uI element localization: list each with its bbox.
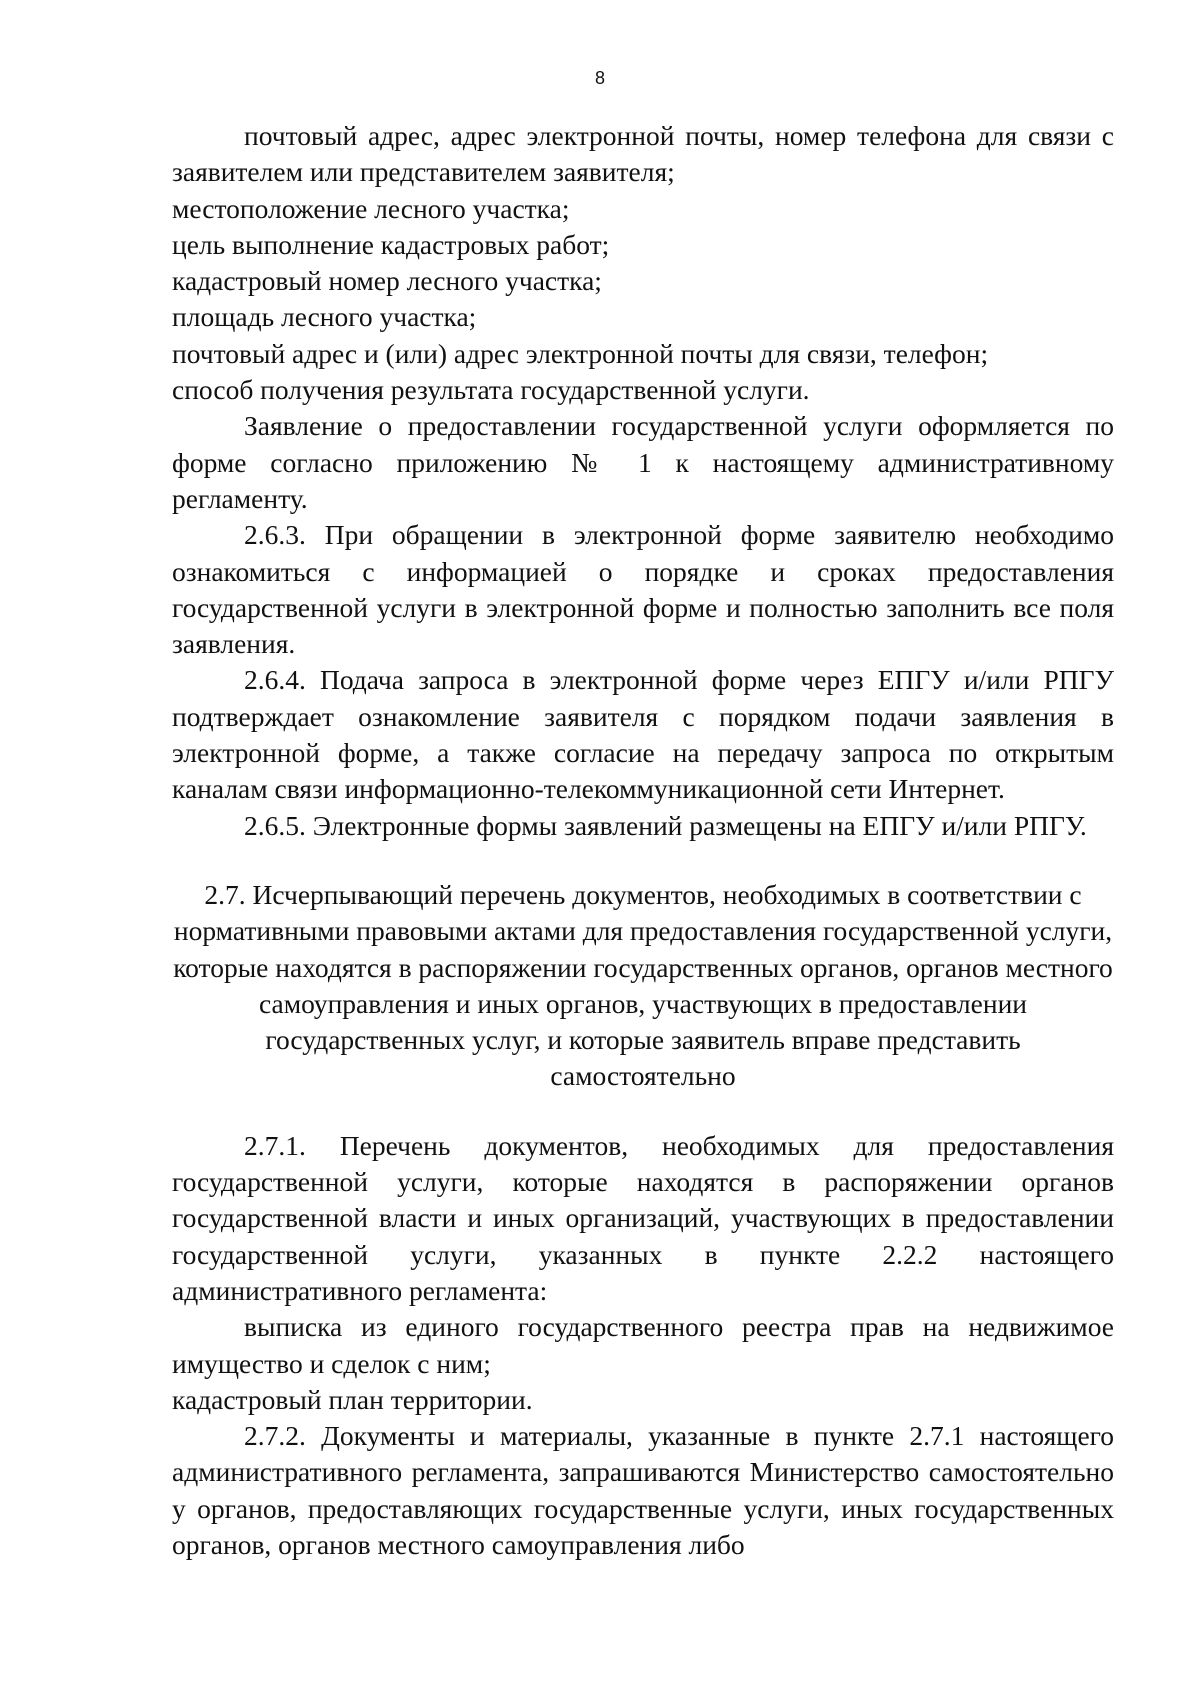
- paragraph-cadastral-purpose: цель выполнение кадастровых работ;: [172, 228, 610, 260]
- paragraph-contact-address: почтовый адрес, адрес электронной почты, номер телефона для связи с заявителем или представителем заявителя;: [172, 120, 1114, 188]
- section-heading-2-7: 2.7. Исчерпывающий перечень документов, необходимых в соответствии с нормативными правовыми актами для предоставления государственной услуги, которые находятся в распоряжении государственных органов, органов местного самоуправления и иных органов, участвующих в предоставлении государственных услуг, и которые заявитель вправе представить самостоятельно: [173, 878, 1113, 1092]
- paragraph-registry-extract: выписка из единого государственного реестра прав на недвижимое имущество и сделок с ним;: [172, 1311, 1114, 1379]
- paragraph-cadastral-plan: кадастровый план территории.: [172, 1383, 533, 1415]
- paragraph-plot-location: местоположение лесного участка;: [172, 192, 570, 224]
- paragraph-result-method: способ получения результата государственной услуги.: [172, 374, 810, 406]
- paragraph-2-7-2: 2.7.2. Документы и материалы, указанные в пункте 2.7.1 настоящего административного регламента, запрашиваются Министерство самостоятельно у органов, предоставляющих государственные услуги, иных государственных органов, органов местного самоуправления либо: [172, 1420, 1114, 1560]
- paragraph-plot-area: площадь лесного участка;: [172, 301, 477, 333]
- paragraph-2-6-4: 2.6.4. Подача запроса в электронной форме через ЕПГУ и/или РПГУ подтверждает ознакомление заявителя с порядком подачи заявления в электронной форме, а также согласие на передачу запроса по открытым каналам связи информационно-телекоммуникационной сети Интернет.: [172, 664, 1114, 805]
- document-body: [172, 118, 1114, 1563]
- paragraph-2-6-3: 2.6.3. При обращении в электронной форме заявителю необходимо ознакомиться с информацией о порядке и сроках предоставления государственной услуги в электронной форме и полностью заполнить все поля заявления.: [172, 519, 1114, 660]
- page-number: 8: [594, 68, 605, 88]
- paragraph-2-6-5: 2.6.5. Электронные формы заявлений размещены на ЕПГУ и/или РПГУ.: [244, 809, 1087, 841]
- paragraph-postal-email-phone: почтовый адрес и (или) адрес электронной почты для связи, телефон;: [172, 337, 989, 369]
- paragraph-cadastral-number: кадастровый номер лесного участка;: [172, 265, 602, 297]
- paragraph-application-form: Заявление о предоставлении государственной услуги оформляется по форме согласно приложению № 1 к настоящему административному регламенту.: [172, 410, 1114, 514]
- paragraph-2-7-1: 2.7.1. Перечень документов, необходимых для предоставления государственной услуги, которые находятся в распоряжении органов государственной власти и иных организаций, участвующих в предоставлении государственной услуги, указанных в пункте 2.2.2 настоящего административного регламента:: [172, 1129, 1114, 1306]
